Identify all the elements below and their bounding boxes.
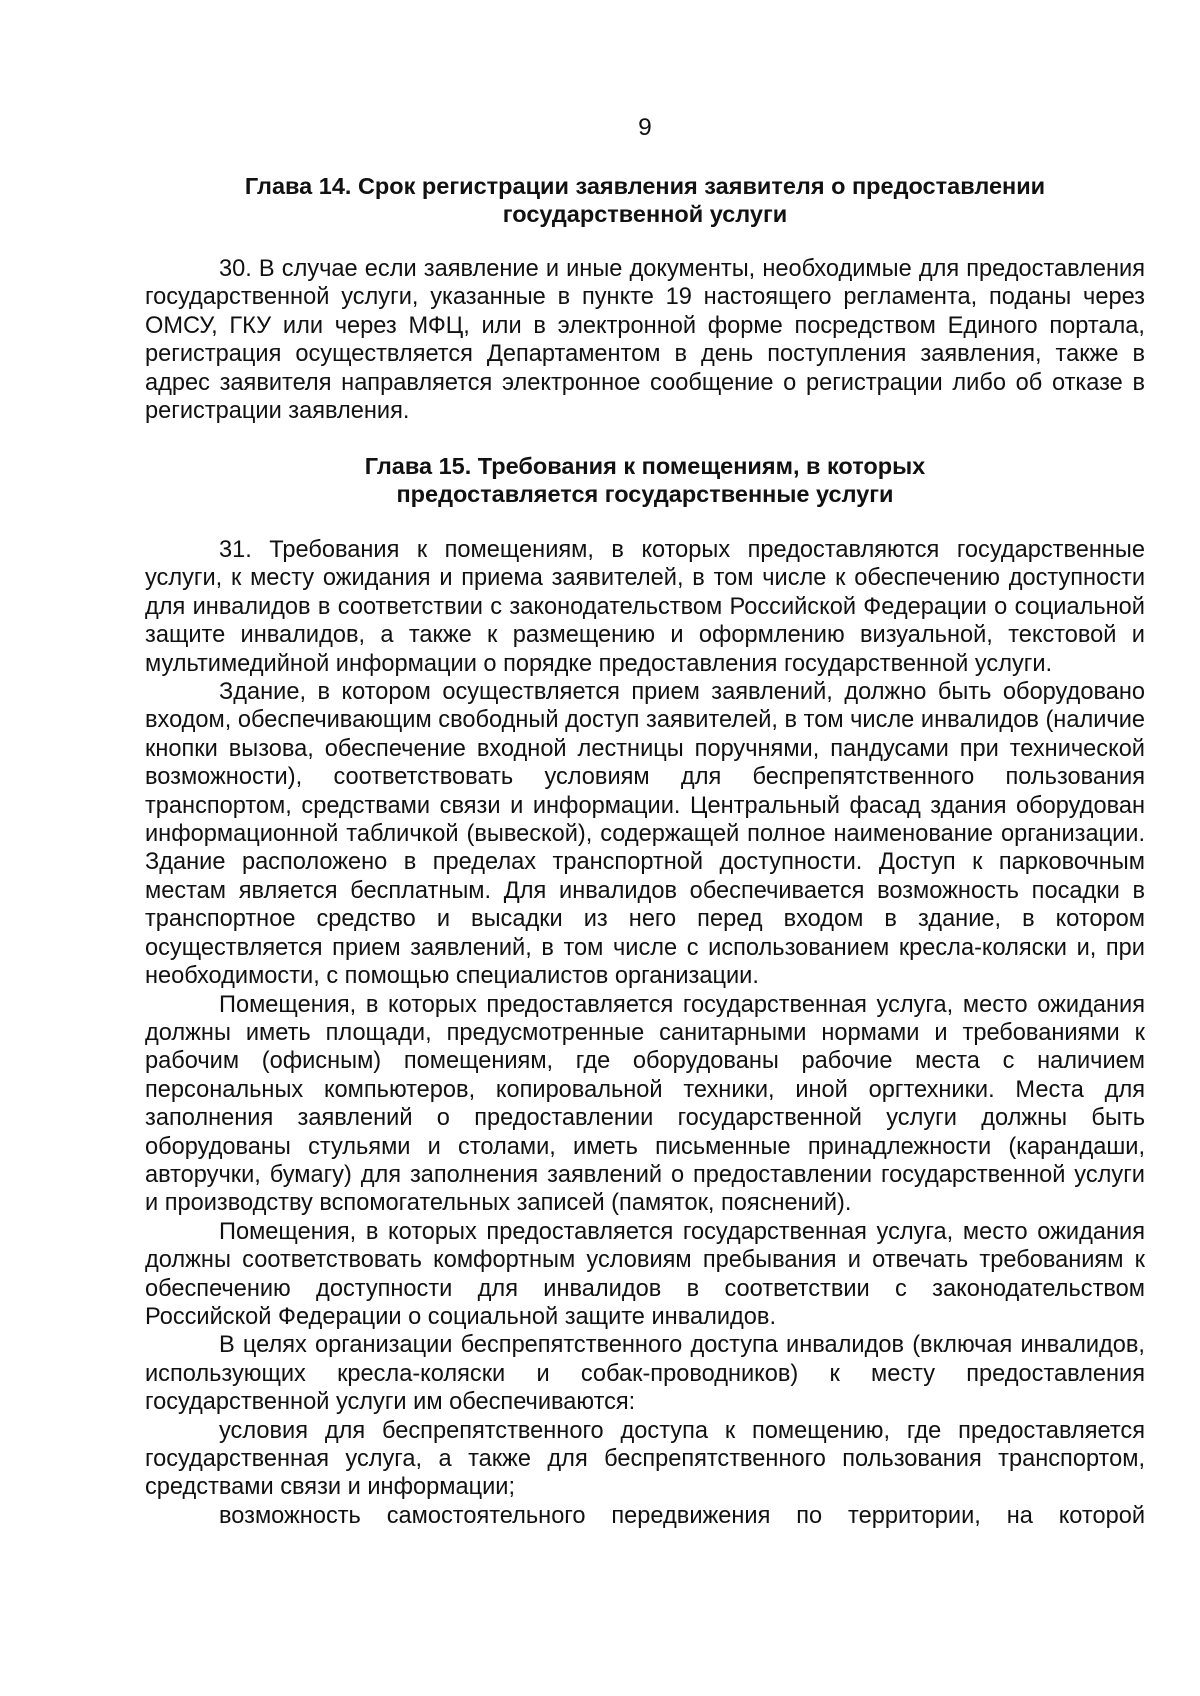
paragraph-premises-area: Помещения, в которых предоставляется государственная услуга, место ожидания должны иметь площади, предусмотренные санитарными нормами и требованиями к рабочим (офисным) помещениям, где оборудованы рабочие места с наличием персональных компьютеров, копировальной техники, иной оргтехники. Места для заполнения заявлений о предоставлении государственной услуги должны быть оборудованы стульями и столами, иметь письменные принадлежности (карандаши, авторучки, бумагу) для заполнения заявлений о предоставлении государственной услуги и производству вспомогательных записей (памяток, пояснений).: [145, 991, 1145, 1217]
paragraph-premises-comfort: Помещения, в которых предоставляется государственная услуга, место ожидания должны соответствовать комфортным условиям пребывания и отвечать требованиям к обеспечению доступности для инвалидов в соответствии с законодательством Российской Федерации о социальной защите инвалидов.: [145, 1218, 1145, 1330]
chapter-14-heading-line-2: государственной услуги: [502, 201, 788, 227]
paragraph-movement-possibility: возможность самостоятельного передвижения по территории, на которой: [219, 1502, 1145, 1529]
chapter-14-heading: [145, 172, 1145, 228]
paragraph-30: 30. В случае если заявление и иные документы, необходимые для предоставления государственной услуги, указанные в пункте 19 настоящего регламента, поданы через ОМСУ, ГКУ или через МФЦ, или в электронной форме посредством Единого портала, регистрация осуществляется Департаментом в день поступления заявления, также в адрес заявителя направляется электронное сообщение о регистрации либо об отказе в регистрации заявления.: [145, 256, 1145, 425]
paragraph-31: 31. Требования к помещениям, в которых предоставляются государственные услуги, к месту ожидания и приема заявителей, в том числе к обеспечению доступности для инвалидов в соответствии с законодательством Российской Федерации о социальной защите инвалидов, а также к размещению и оформлению визуальной, текстовой и мультимедийной информации о порядке предоставления государственной услуги.: [145, 537, 1145, 677]
chapter-14-body: [145, 255, 1145, 425]
page-number: 9: [638, 114, 652, 141]
paragraph-building-entrance: Здание, в котором осуществляется прием заявлений, должно быть оборудовано входом, обеспечивающим свободный доступ заявителей, в том числе инвалидов (наличие кнопки вызова, обеспечение входной лестницы поручнями, пандусами при технической возможности), соответствовать условиям для беспрепятственного пользования транспортом, средствами связи и информации. Центральный фасад здания оборудован информационной табличкой (вывеской), содержащей полное наименование организации. Здание расположено в пределах транспортной доступности. Доступ к парковочным местам является бесплатным. Для инвалидов обеспечивается возможность посадки в транспортное средство и высадки из него перед входом в здание, в котором осуществляется прием заявлений, в том числе с использованием кресла-коляски и, при необходимости, с помощью специалистов организации.: [145, 679, 1145, 990]
chapter-15-heading: [145, 452, 1145, 508]
chapter-15-body: [145, 536, 1145, 1530]
chapter-14-heading-line-1: Глава 14. Срок регистрации заявления заявителя о предоставлении: [244, 173, 1046, 199]
paragraph-accessibility-goals: В целях организации беспрепятственного доступа инвалидов (включая инвалидов, использующих кресла-коляски и собак-проводников) к месту предоставления государственной услуги им обеспечиваются:: [145, 1332, 1145, 1416]
chapter-15-heading-line-1: Глава 15. Требования к помещениям, в которых: [364, 453, 926, 479]
chapter-15-heading-line-2: предоставляется государственные услуги: [396, 481, 894, 507]
paragraph-access-conditions: условия для беспрепятственного доступа к помещению, где предоставляется государственная услуга, а также для беспрепятственного пользования транспортом, средствами связи и информации;: [145, 1417, 1145, 1501]
